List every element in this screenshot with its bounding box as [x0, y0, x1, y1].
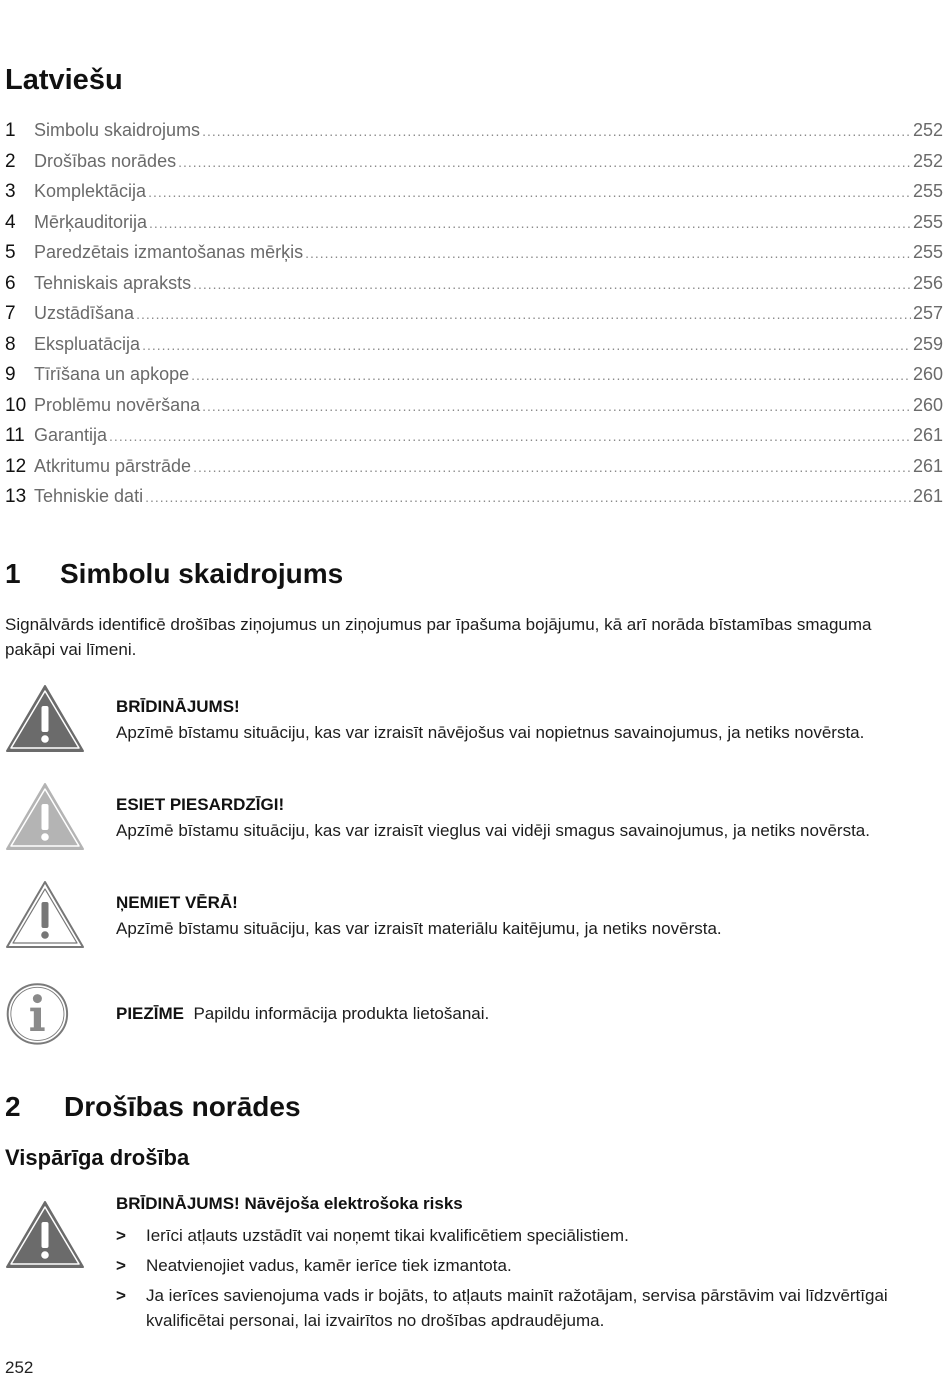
notice-triangle-icon: [5, 880, 85, 950]
toc-dot-leader: [202, 398, 911, 414]
list-item-text: Neatvienojiet vadus, kamēr ierīce tiek izmantota.: [146, 1256, 512, 1275]
toc-dot-leader: [193, 276, 911, 292]
info-circle-icon: [5, 977, 77, 1049]
chevron-bullet-icon: >: [116, 1286, 126, 1305]
section-1-heading: [5, 558, 343, 590]
toc-number: 3: [5, 181, 16, 202]
toc-number: 11: [5, 425, 25, 446]
toc-number: 12: [5, 455, 27, 477]
toc-label: Mērķauditorija: [34, 211, 148, 232]
toc-number: 7: [5, 303, 16, 324]
notice-text: Apzīmē bīstamu situāciju, kas var izraisīt materiālu kaitējumu, ja netiks novērsta.: [116, 919, 722, 938]
toc-page-number: 261: [912, 455, 943, 476]
toc-entry[interactable]: [5, 212, 943, 243]
toc-entry[interactable]: [5, 151, 943, 182]
list-item-text: Ja ierīces savienojuma vads ir bojāts, to atļauts mainīt ražotājam, servisa pārstāvim vai līdzvērtīgai kvalificētai personai, lai izvairītos no drošības apdraudējuma.: [146, 1286, 888, 1330]
section-title: Drošības norādes: [64, 1091, 301, 1122]
toc-number: 9: [5, 364, 16, 385]
toc-dot-leader: [136, 306, 911, 322]
caution-heading: ESIET PIESARDZĪGI!: [116, 795, 285, 814]
section-number: 1: [5, 558, 21, 589]
toc-entry[interactable]: [5, 334, 943, 365]
toc-number: 1: [5, 120, 16, 141]
toc-label: Tīrīšana un apkope: [34, 364, 190, 384]
list-item: [116, 1283, 950, 1333]
page-number: 252: [5, 1358, 34, 1377]
toc-entry[interactable]: [5, 303, 943, 334]
toc-dot-leader: [178, 154, 911, 170]
section-2-heading: [5, 1091, 301, 1123]
section-title: Simbolu skaidrojums: [60, 558, 344, 589]
toc-page-number: 255: [912, 181, 943, 201]
toc-dot-leader: [193, 459, 911, 475]
list-item: [116, 1223, 950, 1248]
toc-label: Uzstādīšana: [34, 303, 135, 323]
toc-dot-leader: [148, 184, 911, 200]
toc-entry[interactable]: [5, 181, 943, 212]
toc-dot-leader: [142, 337, 911, 353]
toc-label: Tehniskie dati: [34, 486, 144, 506]
toc-dot-leader: [109, 428, 911, 444]
toc-dot-leader: [191, 367, 911, 383]
toc-entry[interactable]: [5, 120, 943, 151]
toc-page-number: 261: [912, 486, 943, 506]
toc-page-number: 255: [912, 211, 943, 232]
warning-triangle-icon: [5, 1200, 85, 1270]
toc-dot-leader: [149, 215, 911, 231]
toc-entry[interactable]: [5, 242, 943, 273]
toc-number: 2: [5, 150, 16, 172]
caution-triangle-icon: [5, 782, 85, 852]
chevron-bullet-icon: >: [116, 1226, 126, 1245]
warning-title: BRĪDINĀJUMS! Nāvējoša elektrošoka risks: [116, 1194, 463, 1213]
toc-page-number: 260: [912, 364, 943, 384]
section-number: 2: [5, 1091, 21, 1122]
toc-label: Simbolu skaidrojums: [34, 120, 201, 140]
toc-label: Drošības norādes: [34, 150, 177, 171]
toc-entry[interactable]: [5, 425, 943, 456]
chevron-bullet-icon: >: [116, 1256, 126, 1275]
toc-page-number: 261: [912, 425, 943, 445]
language-title: Latviešu: [5, 64, 123, 96]
warning-triangle-icon: [5, 684, 85, 754]
note-text: Papildu informācija produkta lietošanai.: [193, 1004, 490, 1023]
toc-entry[interactable]: [5, 273, 943, 304]
toc-entry[interactable]: [5, 456, 943, 487]
toc-page-number: 260: [912, 394, 943, 415]
toc-number: 13: [5, 486, 27, 507]
note-heading: PIEZĪME: [116, 1004, 185, 1023]
list-item-text: Ierīci atļauts uzstādīt vai noņemt tikai kvalificētiem speciālistiem.: [146, 1226, 629, 1245]
notice-heading: ŅEMIET VĒRĀ!: [116, 893, 238, 912]
toc-number: 6: [5, 272, 16, 294]
toc-label: Ekspluatācija: [34, 333, 141, 354]
toc-label: Atkritumu pārstrāde: [34, 455, 192, 476]
toc-number: 8: [5, 333, 16, 355]
toc-page-number: 252: [912, 120, 943, 140]
warning-text: Apzīmē bīstamu situāciju, kas var izraisīt nāvējošus vai nopietnus savainojumus, ja netiks novērsta.: [116, 723, 865, 742]
toc-dot-leader: [202, 123, 911, 139]
toc-dot-leader: [145, 489, 911, 505]
toc-label: Paredzētais izmantošanas mērķis: [34, 242, 304, 262]
toc-label: Komplektācija: [34, 181, 147, 201]
toc-label: Tehniskais apraksts: [34, 272, 192, 293]
section-2-subtitle: Vispārīga drošība: [5, 1145, 190, 1170]
toc-page-number: 252: [912, 150, 943, 171]
toc-page-number: 257: [912, 303, 943, 323]
toc-page-number: 255: [912, 242, 943, 262]
toc-label: Problēmu novēršana: [34, 394, 201, 415]
toc-page-number: 259: [912, 333, 943, 354]
toc-entry[interactable]: [5, 395, 943, 426]
toc-number: 4: [5, 211, 16, 233]
toc-label: Garantija: [34, 425, 108, 445]
list-item: [116, 1253, 950, 1278]
toc-number: 5: [5, 242, 16, 263]
section-1-intro: Signālvārds identificē drošības ziņojumus un ziņojumus par īpašuma bojājumu, kā arī norāda bīstamības smaguma pakāpi vai līmeni.: [5, 615, 872, 659]
toc-entry[interactable]: [5, 486, 943, 517]
toc-page-number: 256: [912, 272, 943, 293]
toc-dot-leader: [305, 245, 911, 261]
toc-entry[interactable]: [5, 364, 943, 395]
table-of-contents: [5, 120, 943, 517]
warning-heading: BRĪDINĀJUMS!: [116, 697, 240, 716]
caution-text: Apzīmē bīstamu situāciju, kas var izraisīt vieglus vai vidēji smagus savainojumus, ja netiks novērsta.: [116, 821, 870, 840]
warning-list: [116, 1223, 950, 1338]
toc-number: 10: [5, 394, 27, 416]
